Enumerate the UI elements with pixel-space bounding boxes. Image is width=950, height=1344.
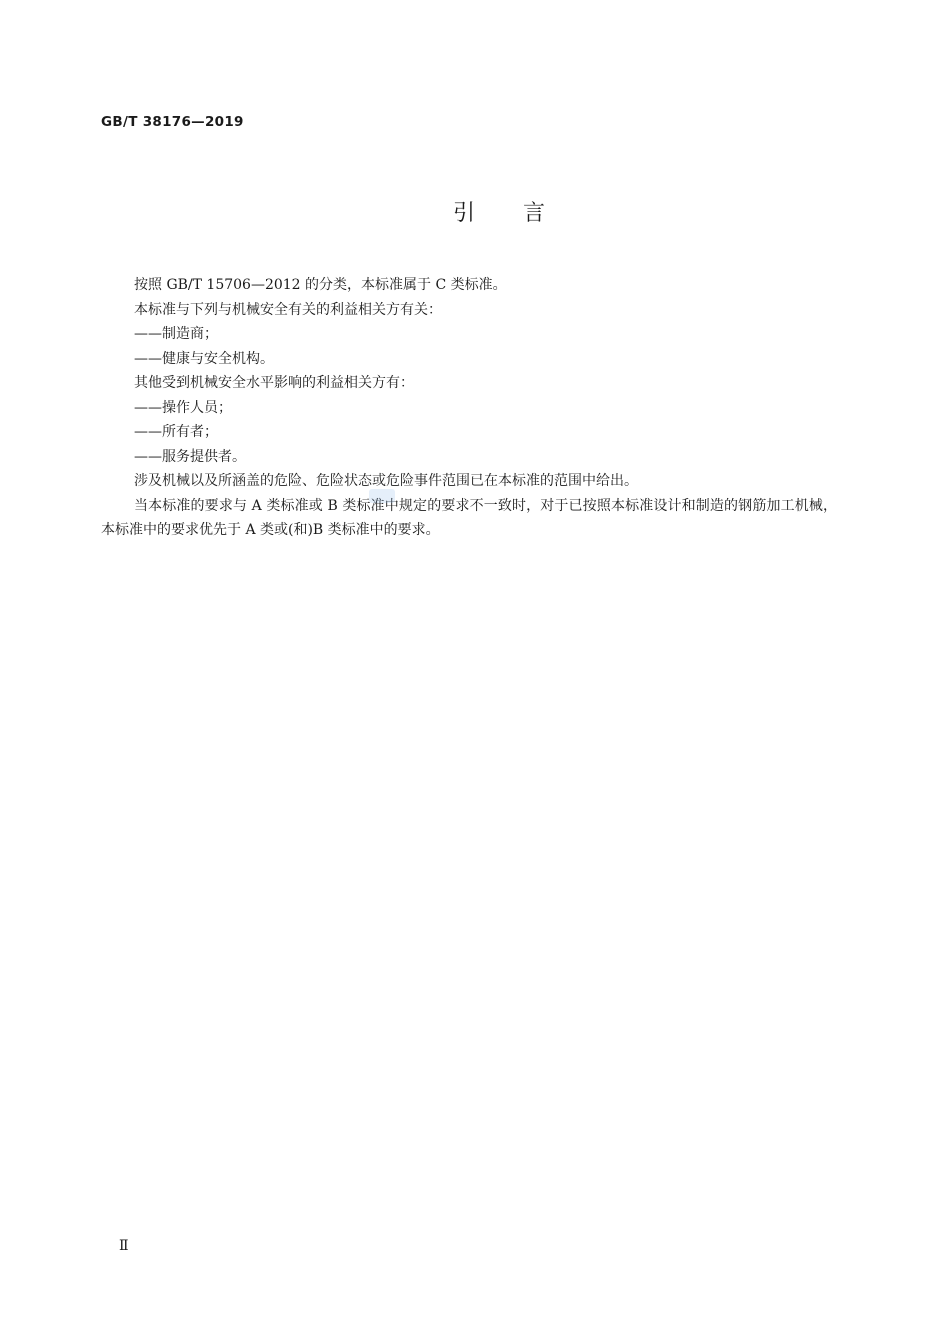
list-item-owners: ——所有者； (134, 424, 218, 440)
document-body (101, 273, 837, 543)
list-item-operators: ——操作人员； (134, 399, 232, 416)
page-title: 引言 (452, 201, 593, 226)
watermark-mark (369, 489, 395, 503)
paragraph-stakeholders-intro: 本标准与下列与机械安全有关的利益相关方有关： (134, 301, 442, 318)
page-number: Ⅱ (119, 1238, 129, 1254)
list-item-manufacturers: ——制造商； (134, 326, 218, 342)
paragraph-classification: 按照 GB/T 15706—2012 的分类，本标准属于 C 类标准。 (134, 277, 507, 293)
paragraph-other-stakeholders: 其他受到机械安全水平影响的利益相关方有： (134, 375, 414, 391)
paragraph-precedence: 当本标准的要求与 A 类标准或 B 类标准中规定的要求不一致时，对于已按照本标准设计和制造的钢筋加工机械，本标准中的要求优先于 A 类或(和)B 类标准中的要求。 (101, 497, 837, 538)
standard-code: GB/T 38176—2019 (101, 114, 244, 130)
list-item-health-safety-bodies: ——健康与安全机构。 (134, 350, 274, 367)
paragraph-scope-hazards: 涉及机械以及所涵盖的危险、危险状态或危险事件范围已在本标准的范围中给出。 (134, 473, 638, 489)
list-item-service-providers: ——服务提供者。 (134, 448, 246, 465)
